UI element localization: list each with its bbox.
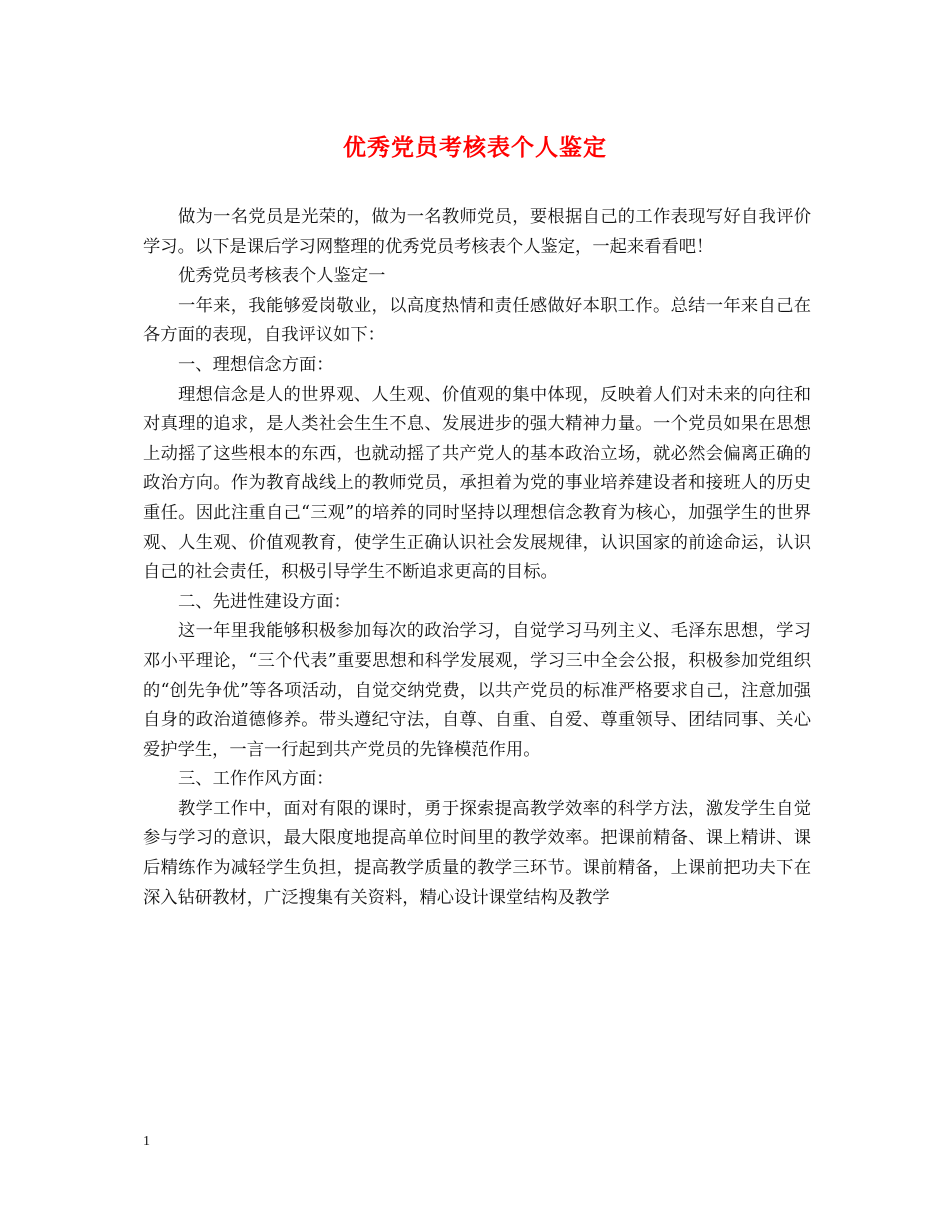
paragraph-advanced-construction: 这一年里我能够积极参加每次的政治学习，自觉学习马列主义、毛泽东思想，学习邓小平理论，“三个代表”重要思想和科学发展观，学习三中全会公报，积极参加党组织的“创先争优”等各项活动，自觉交纳党费，以共产党员的标准严格要求自己，注意加强自身的政治道德修养。带头遵纪守法，自尊、自重、自爱、尊重领导、团结同事、关心爱护学生，一言一行起到共产党员的先锋模范作用。 bbox=[143, 621, 811, 760]
paragraph-section-heading: 优秀党员考核表个人鉴定一 bbox=[178, 266, 386, 287]
heading-advanced-construction: 二、先进性建设方面： bbox=[178, 591, 351, 612]
heading-ideals-beliefs: 一、理想信念方面： bbox=[178, 354, 334, 375]
paragraph-intro: 做为一名党员是光荣的，做为一名教师党员，要根据自己的工作表现写好自我评价学习。以下是课后学习网整理的优秀党员考核表个人鉴定，一起来看看吧！ bbox=[143, 207, 811, 257]
paragraph-ideals-beliefs: 理想信念是人的世界观、人生观、价值观的集中体现，反映着人们对未来的向往和对真理的追求，是人类社会生生不息、发展进步的强大精神力量。一个党员如果在思想上动摇了这些根本的东西，也就动摇了共产党人的基本政治立场，就必然会偏离正确的政治方向。作为教育战线上的教师党员，承担着为党的事业培养建设者和接班人的历史重任。因此注重自己“三观”的培养的同时坚持以理想信念教育为核心，加强学生的世界观、人生观、价值观教育，使学生正确认识社会发展规律，认识国家的前途命运，认识自己的社会责任，积极引导学生不断追求更高的目标。 bbox=[143, 384, 811, 583]
document-body bbox=[143, 203, 811, 913]
document-title: 优秀党员考核表个人鉴定 bbox=[343, 134, 607, 161]
page-number: 1 bbox=[143, 1134, 150, 1149]
heading-work-style: 三、工作作风方面： bbox=[178, 769, 334, 790]
paragraph-summary: 一年来，我能够爱岗敬业，以高度热情和责任感做好本职工作。总结一年来自己在各方面的表现，自我评议如下： bbox=[143, 295, 811, 346]
paragraph-work-style: 教学工作中，面对有限的课时，勇于探索提高教学效率的科学方法，激发学生自觉参与学习的意识，最大限度地提高单位时间里的教学效率。把课前精备、课上精讲、课后精练作为减轻学生负担，提高教学质量的教学三环节。课前精备，上课前把功夫下在深入钻研教材，广泛搜集有关资料，精心设计课堂结构及教学 bbox=[143, 798, 811, 908]
